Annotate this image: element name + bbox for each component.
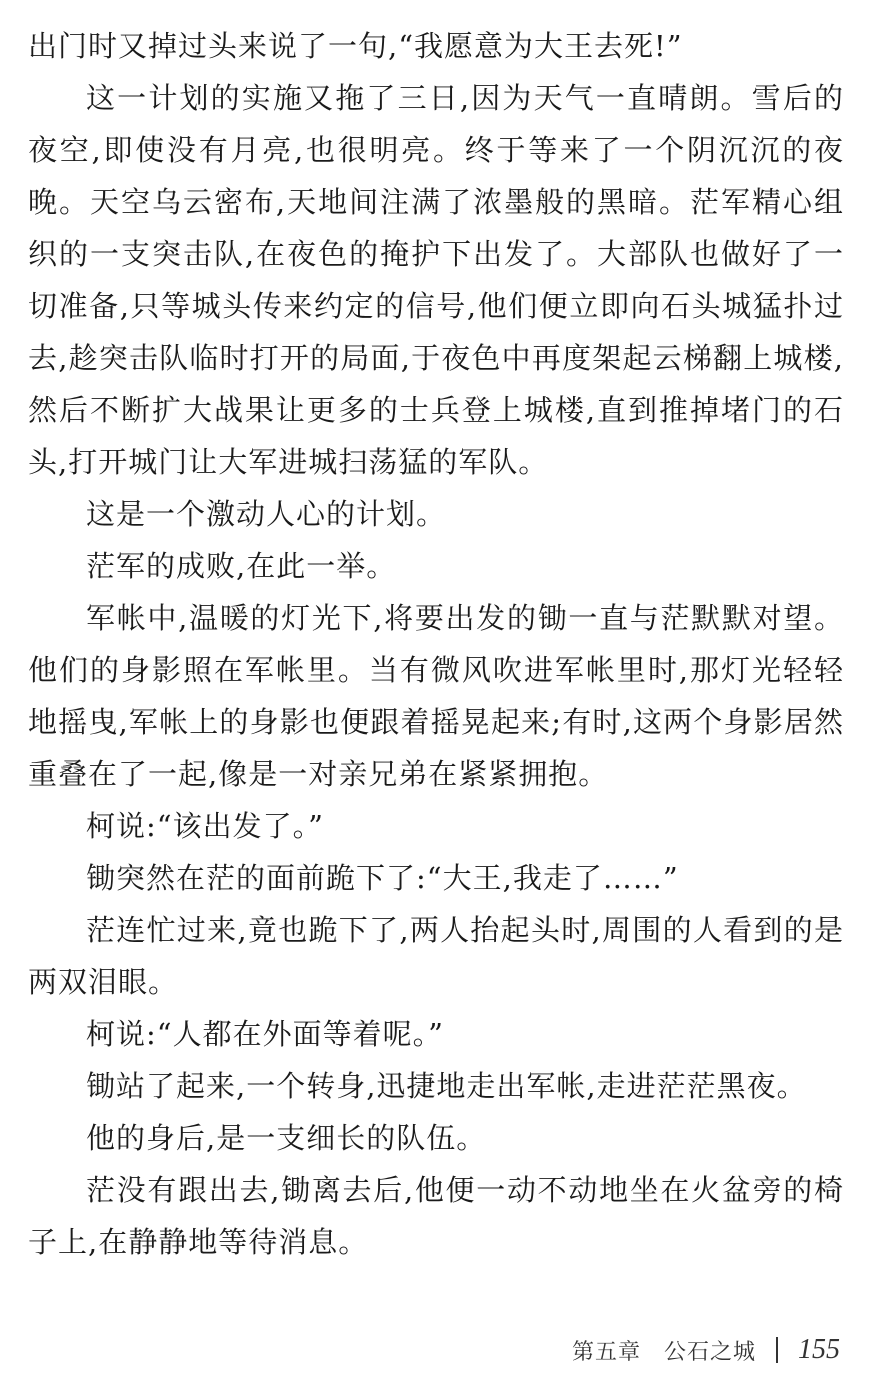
paragraph-8: 茫连忙过来,竟也跪下了,两人抬起头时,周围的人看到的是两双泪眼。 — [28, 913, 844, 999]
paragraph-11: 他的身后,是一支细长的队伍。 — [86, 1121, 487, 1155]
paragraph-12: 茫没有跟出去,锄离去后,他便一动不动地坐在火盆旁的椅子上,在静静地等待消息。 — [28, 1173, 844, 1259]
paragraph-2: 这一计划的实施又拖了三日,因为天气一直晴朗。雪后的夜空,即使没有月亮,也很明亮。终于等来了一个阴沉沉的夜晚。天空乌云密布,天地间注满了浓墨般的黑暗。茫军精心组织的一支突击队,在夜色的掩护下出发了。大部队也做好了一切准备,只等城头传来约定的信号,他们便立即向石头城猛扑过去,趁突击队临时打开的局面,于夜色中再度架起云梯翻上城楼,然后不断扩大战果让更多的士兵登上城楼,直到推掉堵门的石头,打开城门让大军进城扫荡猛的军队。 — [28, 81, 844, 479]
page-number: 155 — [798, 1334, 840, 1365]
paragraph-6: 柯说:“该出发了。” — [86, 809, 324, 843]
paragraph-1: 出门时又掉过头来说了一句,“我愿意为大王去死!” — [28, 29, 683, 63]
paragraph-4: 茫军的成败,在此一举。 — [86, 549, 397, 583]
page-footer — [572, 1330, 840, 1370]
footer-divider — [776, 1337, 778, 1363]
paragraph-10: 锄站了起来,一个转身,迅捷地走出军帐,走进茫茫黑夜。 — [86, 1069, 807, 1103]
paragraph-5: 军帐中,温暖的灯光下,将要出发的锄一直与茫默默对望。他们的身影照在军帐里。当有微风吹进军帐里时,那灯光轻轻地摇曳,军帐上的身影也便跟着摇晃起来;有时,这两个身影居然重叠在了一起,像是一对亲兄弟在紧紧拥抱。 — [28, 601, 844, 791]
page-body — [28, 20, 844, 1268]
chapter-title: 第五章 公石之城 — [571, 1339, 756, 1365]
paragraph-9: 柯说:“人都在外面等着呢。” — [86, 1017, 444, 1051]
paragraph-3: 这是一个激动人心的计划。 — [86, 497, 447, 531]
paragraph-7: 锄突然在茫的面前跪下了:“大王,我走了……” — [86, 861, 679, 895]
